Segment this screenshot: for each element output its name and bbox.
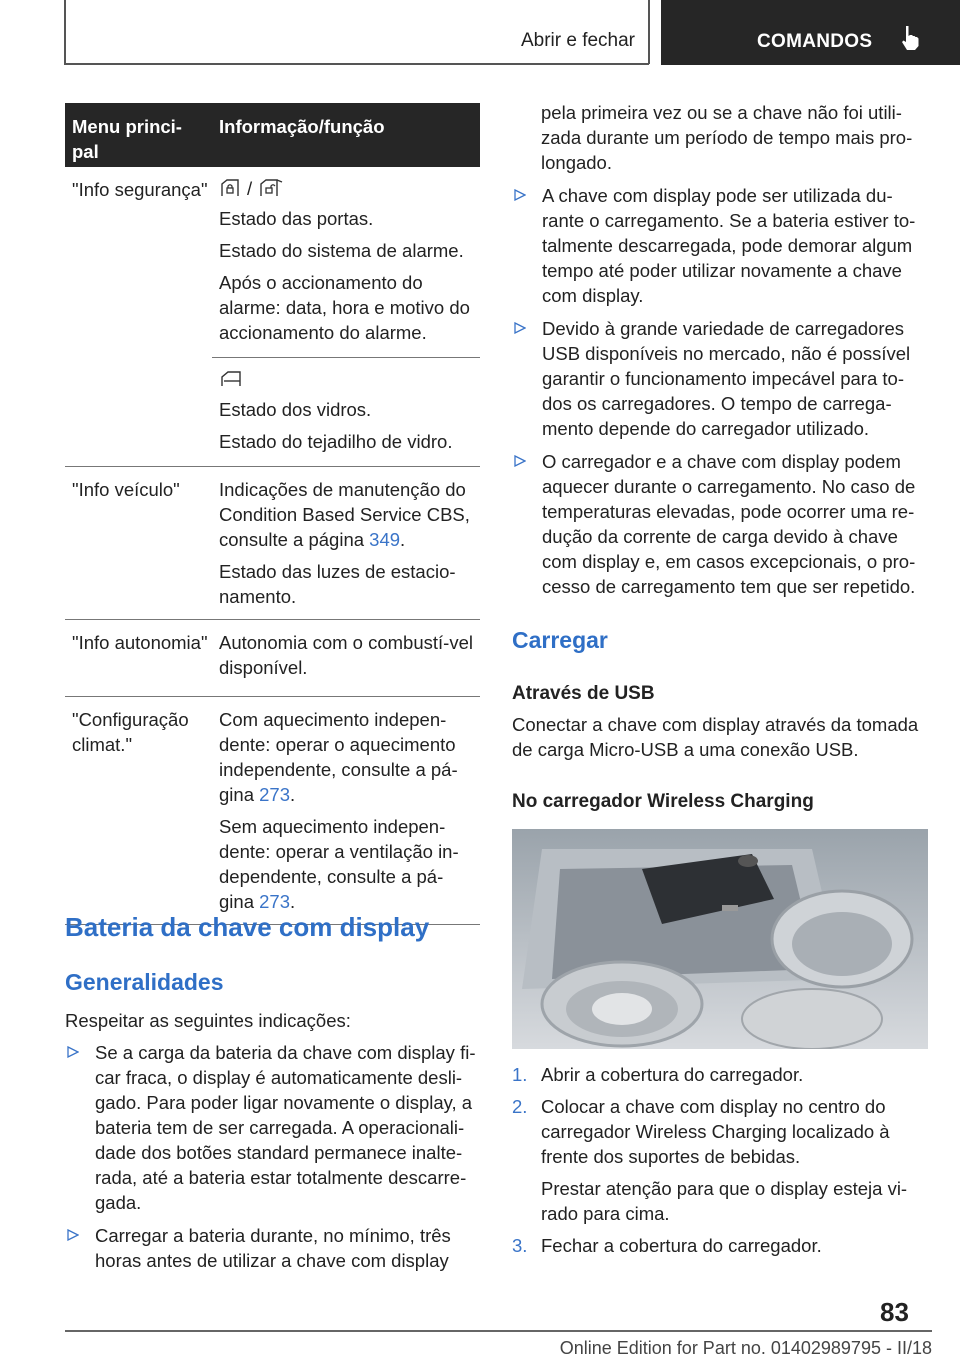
table-header-menu: Menu princi-pal — [72, 116, 182, 162]
list-item-text: A chave com display pode ser utilizada du-rante o carregamento. Se a bateria estiver to-talmente descarregada, pode demorar algum tempo até poder utilizar novamente a chave com display. — [542, 185, 916, 306]
table-row — [65, 467, 480, 620]
info-line — [219, 814, 476, 914]
header-chapter-title: COMANDOS — [757, 31, 873, 52]
table-subcell — [212, 358, 480, 466]
info-line: Estado do sistema de alarme. — [219, 240, 464, 261]
bullet-list — [65, 1040, 480, 1281]
table-row — [65, 620, 480, 697]
triangle-bullet-icon — [67, 1046, 79, 1058]
info-text: . — [400, 529, 406, 550]
info-line: Autonomia com o combustí-vel disponível. — [219, 632, 473, 678]
page-reference-link[interactable]: 273 — [259, 784, 290, 805]
intro-text: Respeitar as seguintes indicações: — [65, 1010, 351, 1031]
list-item-text: Devido à grande variedade de carregadores USB disponíveis no mercado, não é possível garantir o funcionamento impecável para to-dos os carregadores. O tempo de carrega-mento depende do carregador utilizado. — [542, 318, 911, 439]
table-cell-info — [219, 467, 480, 619]
table-cell-menu: "Info veículo" — [72, 479, 180, 500]
info-line: Estado dos vidros. — [219, 399, 372, 420]
info-text: . — [290, 784, 296, 805]
menu-table — [65, 103, 480, 925]
bullet-list — [512, 183, 930, 599]
subsection-title: Generalidades — [65, 969, 224, 995]
header-rule-right — [648, 0, 650, 64]
table-cell-menu: "Configuração climat." — [72, 709, 189, 755]
list-item — [512, 1094, 930, 1226]
step-text: Colocar a chave com display no centro do carregador Wireless Charging localizado à frente dos suportes de bebidas. — [541, 1096, 890, 1167]
table-row — [65, 167, 480, 467]
right-column-text — [512, 100, 930, 607]
list-item — [512, 449, 930, 599]
table-header-info: Informação/função — [219, 116, 385, 137]
list-item — [512, 316, 930, 441]
list-item — [512, 183, 930, 308]
info-text: Sem aquecimento indepen-dente: operar a ventilação in-dependente, consulte a pá-gina — [219, 816, 459, 912]
info-line — [219, 707, 476, 807]
triangle-bullet-icon — [514, 322, 526, 334]
section-title: Bateria da chave com display — [65, 912, 430, 942]
car-lock-closed-icon — [219, 178, 241, 198]
header-rule-left — [64, 0, 66, 64]
table-row — [65, 697, 480, 925]
table-header — [65, 103, 480, 167]
usb-text: Conectar a chave com display através da tomada de carga Micro-USB a uma conexão USB. — [512, 714, 919, 760]
list-item-continuation: pela primeira vez ou se a chave não foi utili-zada durante um período de tempo mais pro-longado. — [541, 102, 913, 173]
page-number: 83 — [880, 1297, 909, 1327]
list-item-text: Se a carga da bateria da chave com display fi-car fraca, o display é automaticamente desli-gado. Para poder ligar novamente o display, a bateria tem de ser carregada. A operacionali-dade dos botões standard permanece inalte-rada, até a bateria estar totalmente descarre-gada. — [95, 1042, 476, 1213]
car-lock-open-icon — [258, 178, 284, 198]
steps-list — [512, 1062, 930, 1265]
car-window-icon — [219, 369, 243, 389]
info-line — [219, 477, 476, 552]
info-text: Com aquecimento indepen-dente: operar o aquecimento independente, consulte a pá-gina — [219, 709, 458, 805]
header-section-title: Abrir e fechar — [520, 30, 635, 51]
header-chapter-tab — [661, 0, 960, 65]
info-line: Estado do tejadilho de vidro. — [219, 431, 453, 452]
step-note: Prestar atenção para que o display esteja vi-rado para cima. — [541, 1178, 908, 1224]
info-line: Estado das luzes de estacio-namento. — [219, 561, 456, 607]
info-line: Após o accionamento do alarme: data, hora e motivo do accionamento do alarme. — [219, 272, 470, 343]
list-item — [512, 1233, 930, 1258]
list-item-text: Carregar a bateria durante, no mínimo, três horas antes de utilizar a chave com display — [95, 1225, 451, 1271]
page-reference-link[interactable]: 349 — [369, 529, 401, 550]
footer-rule — [65, 1330, 932, 1332]
footer-edition: Online Edition for Part no. 01402989795 - II/18 — [559, 1338, 932, 1358]
step-number: 2. — [512, 1096, 528, 1117]
subsection-title: Carregar — [512, 627, 608, 653]
table-subcell — [212, 167, 480, 358]
step-number: 3. — [512, 1235, 528, 1256]
heading-usb: Através de USB — [512, 683, 655, 704]
triangle-bullet-icon — [67, 1229, 79, 1241]
table-cell-info — [219, 697, 480, 924]
page-reference-link[interactable]: 273 — [259, 891, 290, 912]
info-text: . — [290, 891, 296, 912]
info-text: Indicações de manutenção do Condition Based Service CBS, consulte a página — [219, 479, 470, 550]
table-cell-menu: "Info autonomia" — [72, 632, 208, 653]
list-item — [65, 1223, 480, 1273]
hand-pointing-icon — [899, 24, 921, 52]
step-text: Fechar a cobertura do carregador. — [541, 1235, 822, 1256]
wireless-charger-photo — [512, 829, 928, 1049]
window-icon-row — [219, 368, 476, 390]
lock-icons — [219, 177, 476, 199]
table-cell-info — [219, 620, 480, 696]
heading-wireless: No carregador Wireless Charging — [512, 791, 814, 812]
list-item — [65, 1040, 480, 1215]
triangle-bullet-icon — [514, 455, 526, 467]
list-item-text: O carregador e a chave com display podem aquecer durante o carregamento. No caso de temperaturas elevadas, pode ocorrer uma re-dução da corrente de carga devido à chave com display e, em casos excepcionais, o pro-cesso de carregamento tem que ser repetido. — [542, 451, 916, 597]
info-line: Estado das portas. — [219, 208, 374, 229]
step-number: 1. — [512, 1064, 528, 1085]
icon-separator: / — [247, 177, 253, 199]
step-text: Abrir a cobertura do carregador. — [541, 1064, 804, 1085]
header-rule-bottom — [64, 63, 649, 65]
list-item — [512, 1062, 930, 1087]
triangle-bullet-icon — [514, 189, 526, 201]
table-cell-menu: "Info segurança" — [72, 179, 208, 200]
